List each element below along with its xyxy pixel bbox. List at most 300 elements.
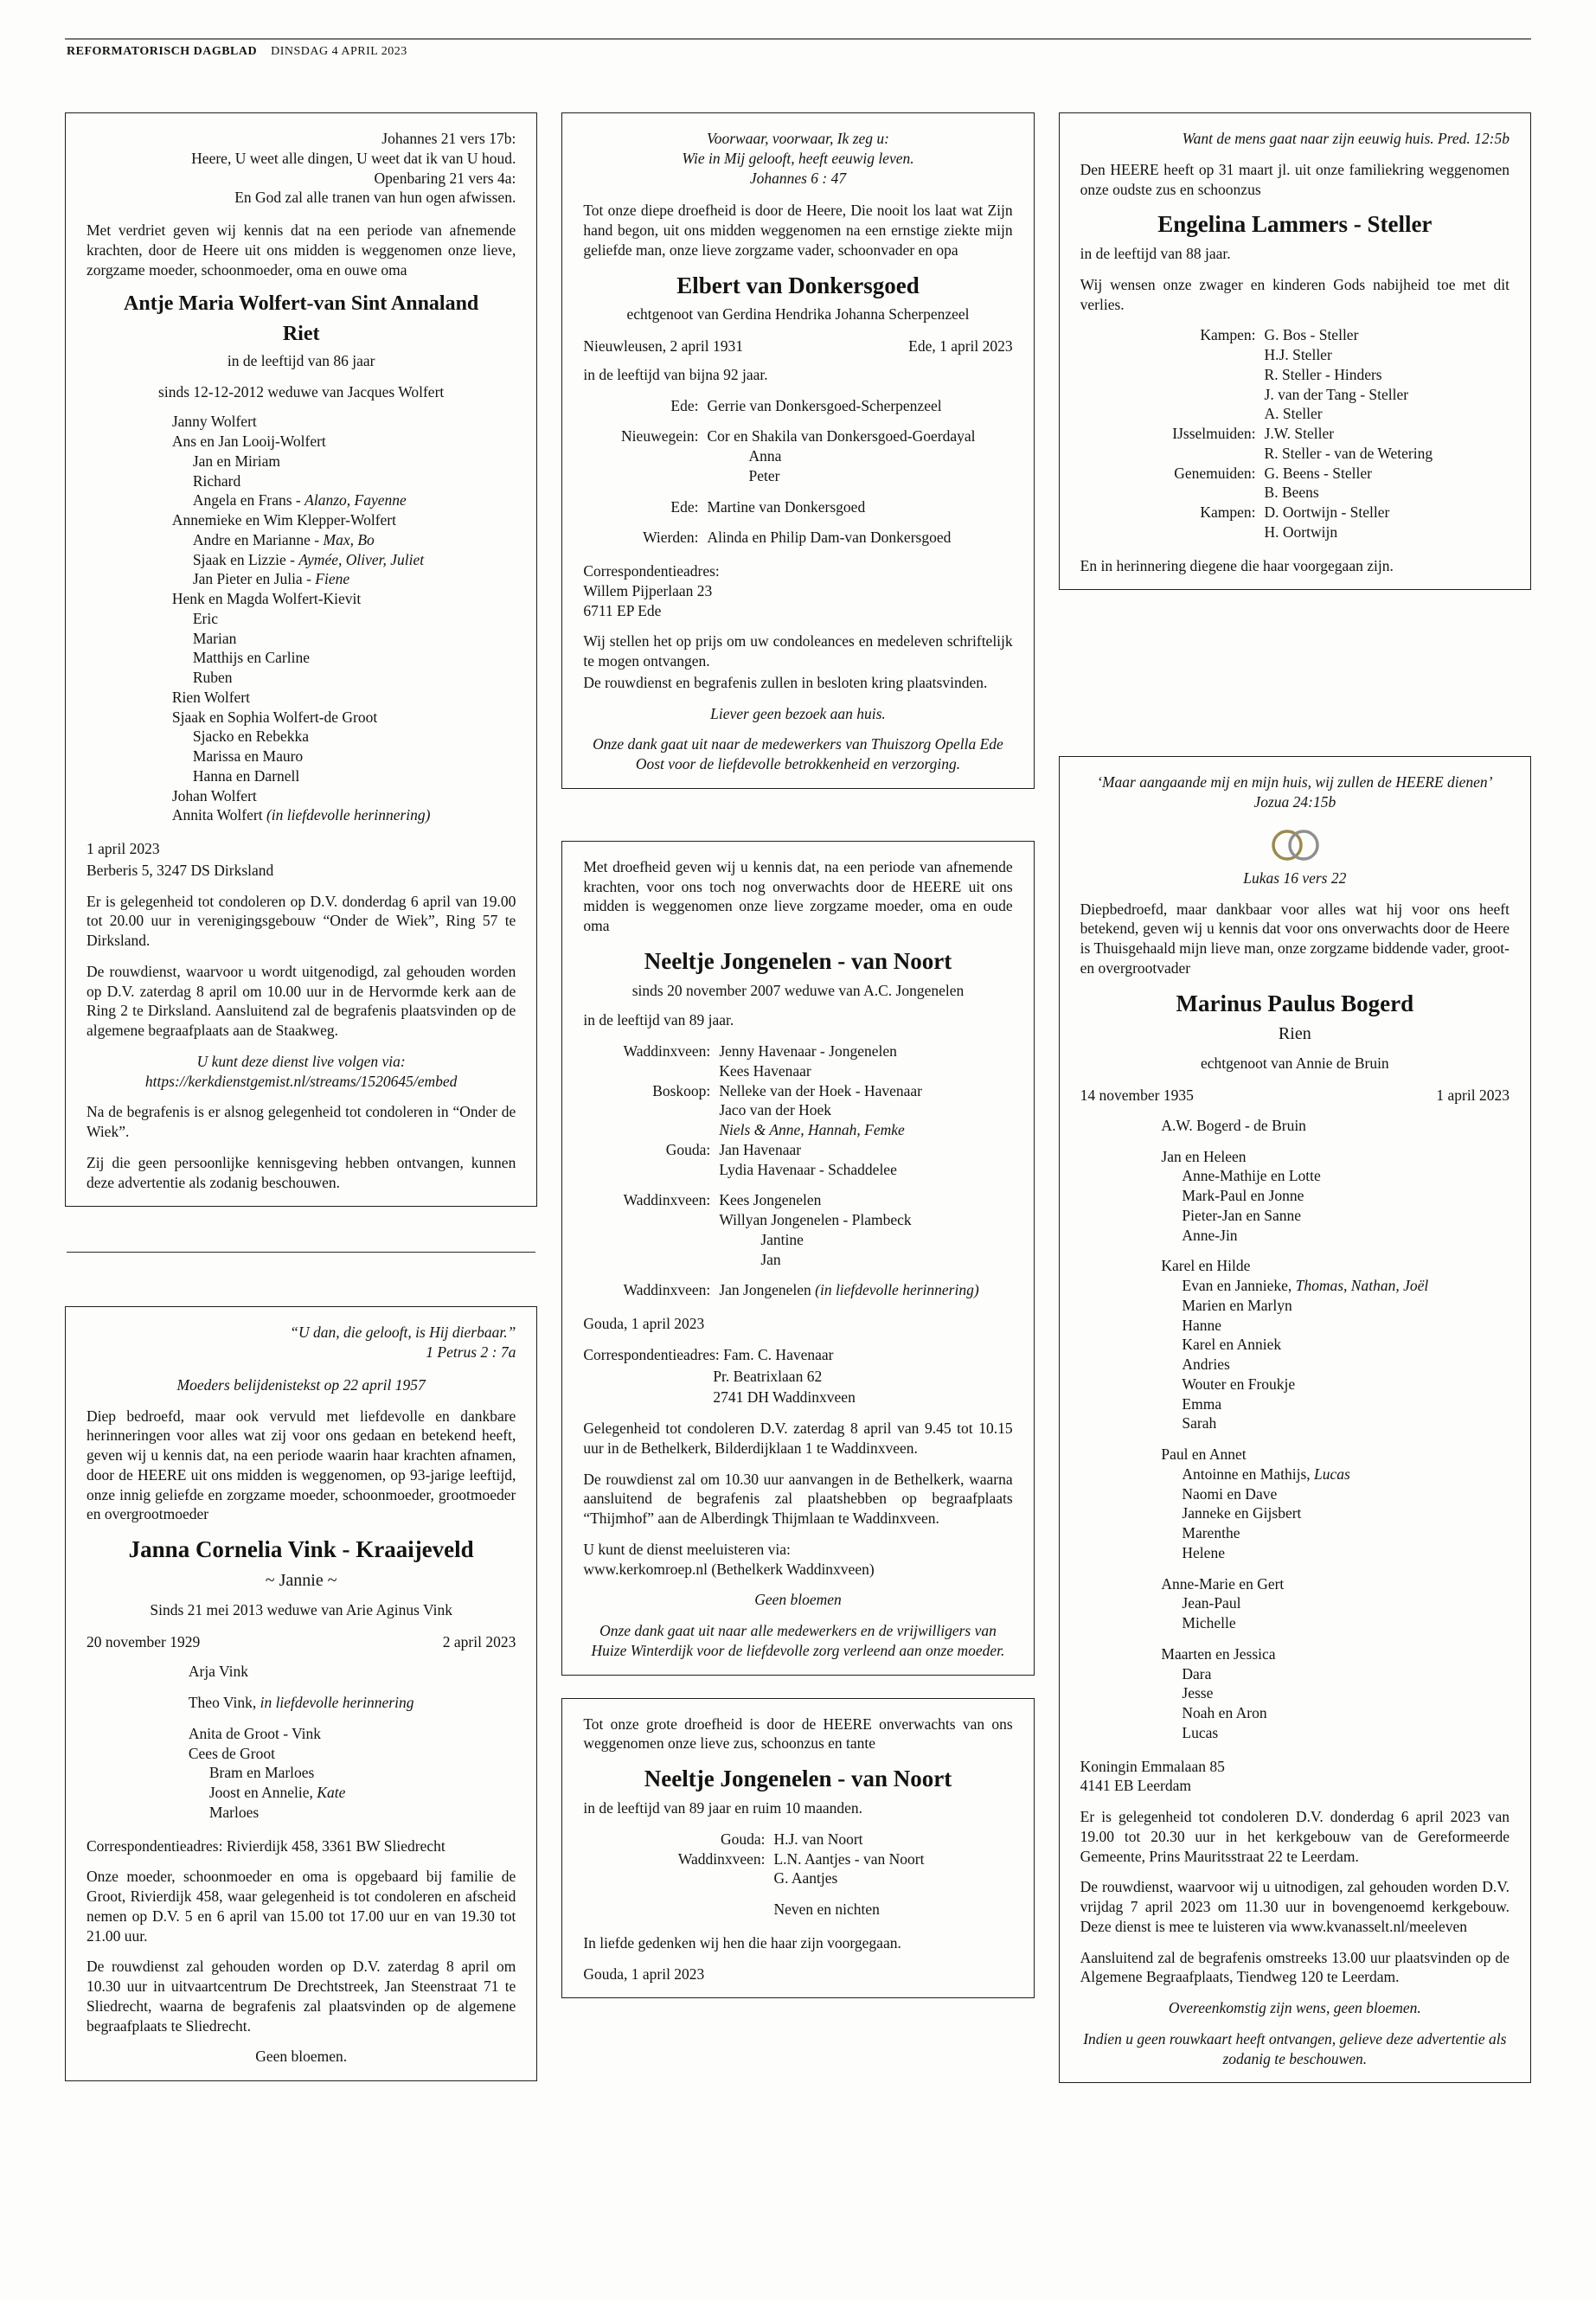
correspondence-address-line1: Correspondentieadres: Fam. C. Havenaar — [583, 1345, 834, 1363]
family-names: Wouter en Froukje — [1182, 1375, 1296, 1393]
announcement-text: Met droefheid geven wij u kennis dat, na een periode van afnemende krachten, voor ons toch nog onverwachts door de HEERE uit ons midden is weggenomen onze lieve zorgzame moeder, oma en oude oma — [583, 857, 1013, 935]
family-names-italic: Alanzo, Fayenne — [304, 491, 407, 510]
family-row — [617, 1061, 978, 1081]
family-names: A. Steller — [1264, 405, 1323, 423]
family-row — [1157, 444, 1433, 464]
column-2 — [561, 112, 1034, 1998]
family-names-italic: Fiene — [315, 570, 350, 588]
announcement-text: Den HEERE heeft op 31 maart jl. uit onze familiekring weggenomen onze oudste zus en schoonzus — [1080, 160, 1509, 198]
family-names: Pieter-Jan en Sanne — [1182, 1206, 1302, 1224]
family-names: Anne-Marie en Gert — [1161, 1574, 1285, 1593]
family-names: R. Steller - van de Wetering — [1264, 444, 1433, 462]
age-line: in de leeftijd van 86 jaar — [227, 351, 375, 369]
home-address: Berberis 5, 3247 DS Dirksland — [87, 861, 274, 879]
scripture-line: “U dan, die gelooft, is Hij dierbaar.” — [290, 1324, 516, 1342]
correspondence-address: Correspondentieadres: Rivierdijk 458, 3361 BW Sliedrecht — [87, 1836, 445, 1855]
scripture-line: Jozua 24:15b — [1253, 793, 1336, 811]
family-names: Theo Vink, — [188, 1694, 260, 1712]
family-names: Sjacko en Rebekka — [192, 727, 309, 746]
family-row — [1161, 1543, 1428, 1563]
family-row — [1161, 1296, 1428, 1316]
family-names: G. Bos - Steller — [1264, 326, 1359, 344]
family-names: Andries — [1182, 1356, 1230, 1374]
family-row — [172, 412, 431, 432]
family-names: Marissa en Mauro — [192, 747, 304, 766]
family-names: Helene — [1182, 1543, 1225, 1561]
family-row — [1161, 1226, 1428, 1246]
family-row — [1161, 1664, 1428, 1684]
family-names: G. Beens - Steller — [1264, 464, 1372, 482]
scripture-quote: Want de mens gaat naar zijn eeuwig huis. Pred. 12:5b — [1182, 130, 1509, 147]
family-names: Ans en Jan Looij-Wolfert — [171, 433, 326, 451]
family-place-label: Gouda: — [665, 1140, 711, 1158]
family-names: Jan en Miriam — [192, 452, 280, 470]
after-service-info: Na de begrafenis is er alsnog gelegenheid tot condoleren in “Onder de Wiek”. — [87, 1103, 516, 1141]
scripture-quote — [87, 129, 516, 208]
family-row — [172, 452, 431, 471]
condolence-wish: Wij wensen onze zwager en kinderen Gods nabijheid toe met dit verlies. — [1080, 275, 1509, 313]
family-names: Janny Wolfert — [171, 413, 257, 431]
family-names: Mark-Paul en Jonne — [1182, 1187, 1304, 1205]
age-line: in de leeftijd van bijna 92 jaar. — [583, 365, 768, 383]
family-names: Sjaak en Lizzie - — [192, 550, 299, 568]
service-info: De rouwdienst en begrafenis zullen in besloten kring plaatsvinden. — [583, 673, 988, 691]
family-names-italic: Niels & Anne, Hannah, Femke — [719, 1121, 905, 1139]
announcement-text: Tot onze diepe droefheid is door de Heere, Die nooit los laat wat Zijn hand begon, uit ons midden weggenomen na een ernstige ziekte mijn geliefde man, onze lieve zorgzame vader, schoonvader en opa — [583, 202, 1013, 259]
birth-date: 14 november 1935 — [1080, 1086, 1194, 1105]
family-names: B. Beens — [1264, 484, 1319, 502]
family-row — [172, 648, 431, 668]
condolence-info: Onze moeder, schoonmoeder en oma is opgebaard bij familie de Groot, Rivierdijk 458, waar gelegenheid is tot condoleren en afscheid nemen op D.V. 5 en 6 april van 15.00 tot 17.00 uur en van 19.30 tot 21.00 uur. — [87, 1868, 516, 1945]
condolence-info: Er is gelegenheid tot condoleren D.V. donderdag 6 april 2023 van 19.00 tot 20.30 uur in het kerkgebouw van de Gereformeerde Gemeente, Prins Mauritsstraat 22 te Leerdam. — [1080, 1808, 1509, 1865]
family-row — [1157, 522, 1433, 542]
family-row — [617, 1160, 978, 1180]
correspondence-address-line2: Pr. Beatrixlaan 62 — [713, 1367, 823, 1385]
wedding-rings-icon — [1080, 825, 1509, 865]
no-flowers-note: Geen bloemen. — [255, 2048, 348, 2066]
scripture-line: Johannes 6 : 47 — [749, 169, 847, 187]
widow-line: Sinds 21 mei 2013 weduwe van Arie Aginus Vink — [150, 1600, 452, 1618]
family-place-label: Ede: — [670, 497, 699, 516]
family-list — [620, 396, 975, 548]
death-date: 1 april 2023 — [1436, 1086, 1509, 1105]
family-row — [189, 1662, 414, 1682]
scripture-line: Johannes 21 vers 17b: — [381, 130, 516, 147]
family-row — [620, 466, 975, 486]
notice-text: Indien u geen rouwkaart heeft ontvangen, gelieve deze advertentie als zodanig te beschouwen. — [1083, 2029, 1507, 2067]
column-3 — [1059, 112, 1531, 2083]
family-row — [189, 1803, 414, 1823]
family-row — [1157, 345, 1433, 365]
family-row — [620, 528, 975, 548]
family-names: J.W. Steller — [1264, 425, 1335, 443]
family-list — [671, 1830, 924, 1920]
family-names: Jan Havenaar — [719, 1140, 802, 1158]
spouse-line: echtgenoot van Annie de Bruin — [1200, 1054, 1389, 1073]
family-row — [1161, 1166, 1428, 1186]
family-row — [172, 510, 431, 530]
family-names: Marenthe — [1182, 1524, 1240, 1542]
deceased-name: Janna Cornelia Vink - Kraaijeveld — [128, 1536, 474, 1563]
deceased-name: Marinus Paulus Bogerd — [1176, 990, 1414, 1016]
deceased-callname: Rien — [1278, 1024, 1311, 1044]
family-names: Neven en nichten — [773, 1900, 880, 1919]
widow-line: sinds 20 november 2007 weduwe van A.C. Jongenelen — [631, 981, 965, 999]
family-names: Michelle — [1182, 1614, 1236, 1632]
thanks-note: Onze dank gaat uit naar alle medewerkers en de vrijwilligers van Huize Winterdijk voor de liefdevolle zorg verleend aan onze moeder. — [591, 1622, 1005, 1659]
issue-date: DINSDAG 4 APRIL 2023 — [271, 45, 407, 58]
address-line: Willem Pijperlaan 23 — [583, 581, 713, 599]
family-place-label: Waddinxveen: — [623, 1191, 711, 1209]
family-row — [1161, 1256, 1428, 1276]
deceased-name: Elbert van Donkersgoed — [676, 272, 920, 298]
scripture-line: 1 Petrus 2 : 7a — [426, 1343, 516, 1362]
family-names: Rien Wolfert — [171, 688, 250, 706]
family-row — [1161, 1276, 1428, 1296]
announcement-text: Tot onze grote droefheid is door de HEERE onverwachts van ons weggenomen onze lieve zus, schoonzus en tante — [583, 1715, 1013, 1753]
family-names: Eric — [192, 609, 219, 627]
family-names: Jenny Havenaar - Jongenelen — [719, 1042, 897, 1061]
family-row — [1157, 483, 1433, 503]
family-row — [620, 396, 975, 416]
family-row — [172, 589, 431, 609]
birth-death-dates — [87, 1632, 516, 1652]
service-info: De rouwdienst zal om 10.30 uur aanvangen in de Bethelkerk, waarna aansluitend de begrafenis zal plaatshebben op begraafplaats “Thijmhof” aan de Alberdingk Thijmlaan te Waddinxveen. — [583, 1470, 1013, 1528]
family-row — [617, 1280, 978, 1300]
family-row — [1161, 1445, 1428, 1465]
family-names: Jan Pieter en Julia - — [192, 570, 316, 588]
family-names-italic: Aymée, Oliver, Juliet — [298, 550, 425, 568]
advert-divider — [67, 1252, 535, 1253]
family-names: Joost en Annelie, — [208, 1784, 317, 1802]
spouse-line: echtgenoot van Gerdina Hendrika Johanna Scherpenzeel — [626, 305, 970, 324]
condolence-info: Gelegenheid tot condoleren D.V. zaterdag 8 april van 9.45 tot 10.15 uur in de Bethelkerk, Bilderdijklaan 1 te Waddinxveen. — [583, 1420, 1013, 1457]
family-row — [1161, 1703, 1428, 1723]
family-names: Cor en Shakila van Donkersgoed-Goerdayal — [707, 427, 976, 445]
family-row — [172, 688, 431, 708]
family-names: Naomi en Dave — [1182, 1484, 1278, 1503]
family-row — [1161, 1465, 1428, 1484]
family-names: Richard — [192, 471, 241, 490]
family-row — [172, 490, 431, 510]
family-list — [1161, 1116, 1428, 1743]
family-names: Jantine — [760, 1230, 804, 1248]
death-place-date: Gouda, 1 april 2023 — [583, 1965, 705, 1983]
family-row — [1161, 1484, 1428, 1504]
family-row — [172, 668, 431, 688]
death-place-date: Ede, 1 april 2023 — [908, 337, 1013, 356]
correspondence-address — [583, 561, 1012, 620]
confession-motto: Moeders belijdenistekst op 22 april 1957 — [176, 1375, 426, 1394]
family-names: Janneke en Gijsbert — [1182, 1504, 1302, 1522]
family-place-label: Boskoop: — [652, 1081, 711, 1099]
family-names: Paul en Annet — [1161, 1445, 1247, 1464]
family-names: Lucas — [1182, 1723, 1219, 1741]
family-row — [617, 1210, 978, 1230]
family-row — [172, 432, 431, 452]
family-names: Kees Havenaar — [719, 1061, 811, 1080]
memorial-line: In liefde gedenken wij hen die haar zijn voorgegaan. — [583, 1933, 901, 1952]
family-names: Dara — [1182, 1664, 1212, 1682]
family-names: Evan en Jannieke, — [1182, 1277, 1296, 1295]
family-names: R. Steller - Hinders — [1264, 365, 1382, 383]
no-flowers-note: Overeenkomstig zijn wens, geen bloemen. — [1168, 1999, 1421, 2017]
family-list — [1157, 325, 1433, 542]
family-names: Bram en Marloes — [208, 1764, 315, 1782]
family-row — [1157, 385, 1433, 405]
family-names: Cees de Groot — [188, 1744, 275, 1762]
notice-text: Zij die geen persoonlijke kennisgeving hebben ontvangen, kunnen deze advertentie als zodanig beschouwen. — [87, 1153, 516, 1191]
family-row — [671, 1868, 924, 1888]
verse-reference: Lukas 16 vers 22 — [1243, 868, 1347, 887]
family-place-label: Waddinxveen: — [677, 1849, 766, 1868]
family-names: Gerrie van Donkersgoed-Scherpenzeel — [707, 396, 942, 414]
family-row — [1161, 1147, 1428, 1167]
burial-info: Aansluitend zal de begrafenis omstreeks 13.00 uur plaatsvinden op de Algemene Begraafplaats, Tiendweg 120 te Leerdam. — [1080, 1948, 1509, 1986]
family-row — [1161, 1413, 1428, 1433]
family-row — [1161, 1644, 1428, 1664]
scripture-line: Voorwaar, voorwaar, Ik zeg u: — [707, 130, 889, 147]
family-names: Karel en Anniek — [1182, 1336, 1282, 1354]
family-row — [671, 1849, 924, 1869]
family-names: H.J. van Noort — [773, 1830, 863, 1848]
announcement-text: Met verdriet geven wij kennis dat na een periode van afnemende krachten, door de Heere uit ons midden is weggenomen onze lieve, zorgzame moeder, schoonmoeder, oma en ouwe oma — [87, 221, 516, 279]
family-row — [1161, 1523, 1428, 1543]
death-place-date: Gouda, 1 april 2023 — [583, 1315, 705, 1333]
family-names-italic: Kate — [317, 1784, 346, 1802]
family-place-label: Ede: — [670, 396, 699, 414]
obituary-grid — [65, 112, 1531, 2083]
livestream-line: U kunt deze dienst live volgen via: — [196, 1052, 406, 1070]
family-names: L.N. Aantjes - van Noort — [773, 1849, 925, 1868]
family-row — [172, 805, 431, 825]
service-info: De rouwdienst zal gehouden worden op D.V. zaterdag 8 april om 10.30 uur in uitvaartcentrum De Drechtstreek, Jan Steenstraat 71 te Sliedrecht, waarna de begrafenis zal plaatsvinden op de algemene begraafplaats te Sliedrecht. — [87, 1958, 516, 2035]
family-names: Ruben — [192, 669, 233, 687]
family-names: Nelleke van der Hoek - Havenaar — [719, 1081, 922, 1099]
family-names-italic: Lucas — [1314, 1465, 1350, 1483]
death-date: 2 april 2023 — [442, 1632, 516, 1650]
family-names-italic: (in liefdevolle herinnering) — [266, 806, 431, 824]
family-names: Marien en Marlyn — [1182, 1296, 1292, 1314]
family-names: Alinda en Philip Dam-van Donkersgoed — [707, 529, 952, 547]
family-place-label: Kampen: — [1200, 326, 1256, 344]
family-row — [1157, 404, 1433, 424]
family-row — [189, 1744, 414, 1764]
family-row — [172, 708, 431, 727]
family-row — [172, 609, 431, 629]
family-row — [189, 1783, 414, 1803]
no-flowers-note: Geen bloemen — [754, 1591, 842, 1609]
family-names: Martine van Donkersgoed — [707, 497, 866, 516]
family-names: Sarah — [1182, 1414, 1217, 1433]
deceased-callname: Riet — [282, 322, 320, 345]
address-line: Correspondentieadres: — [583, 562, 720, 580]
family-names: Willyan Jongenelen - Plambeck — [719, 1211, 912, 1229]
listen-line: U kunt de dienst meeluisteren via: — [583, 1540, 791, 1558]
family-row — [1161, 1355, 1428, 1375]
family-row — [671, 1830, 924, 1849]
deceased-name: Neeltje Jongenelen - van Noort — [644, 947, 952, 974]
family-row — [1157, 503, 1433, 522]
family-names: Marloes — [208, 1803, 260, 1821]
family-place-label: Kampen: — [1200, 503, 1256, 522]
family-row — [671, 1900, 924, 1920]
family-row — [172, 747, 431, 766]
family-names: Matthijs en Carline — [192, 649, 310, 667]
family-row — [172, 629, 431, 649]
family-row — [620, 446, 975, 466]
family-row — [1161, 1116, 1428, 1136]
listen-line: www.kerkomroep.nl (Bethelkerk Waddinxveen) — [583, 1560, 875, 1578]
family-row — [1161, 1206, 1428, 1226]
no-visit-note: Liever geen bezoek aan huis. — [710, 704, 886, 722]
deceased-callname: ~ Jannie ~ — [265, 1570, 337, 1590]
family-names: Jan — [760, 1250, 781, 1268]
family-row — [172, 471, 431, 491]
family-names: D. Oortwijn - Steller — [1264, 503, 1390, 522]
condolence-info: Wij stellen het op prijs om uw condoleances en medeleven schriftelijk te mogen ontvangen. — [583, 632, 1013, 670]
obituary-wolfert — [65, 112, 537, 1207]
family-list — [172, 412, 431, 825]
birth-death-dates — [1080, 1086, 1509, 1106]
newspaper-title: REFORMATORISCH DAGBLAD — [67, 45, 258, 58]
family-names: Jan en Heleen — [1161, 1147, 1247, 1165]
memorial-line: En in herinnering diegene die haar voorgegaan zijn. — [1080, 556, 1394, 574]
home-address — [1080, 1757, 1509, 1797]
obituary-donkersgoed — [561, 112, 1034, 789]
family-row — [617, 1042, 978, 1061]
family-names: Noah en Aron — [1182, 1704, 1267, 1722]
address-line: Koningin Emmalaan 85 — [1080, 1757, 1225, 1775]
family-names: Anne-Jin — [1182, 1226, 1238, 1244]
scripture-line: Heere, U weet alle dingen, U weet dat ik van U houd. — [191, 149, 516, 167]
family-names: Annita Wolfert — [171, 806, 266, 824]
family-names-italic: Max, Bo — [323, 530, 375, 548]
family-names: Anne-Mathije en Lotte — [1182, 1167, 1321, 1185]
family-row — [617, 1100, 978, 1120]
deceased-name: Engelina Lammers - Steller — [1157, 211, 1433, 238]
family-row — [172, 530, 431, 550]
family-row — [617, 1081, 978, 1101]
age-line: in de leeftijd van 89 jaar en ruim 10 maanden. — [583, 1799, 862, 1817]
family-row — [1161, 1613, 1428, 1633]
column-1 — [65, 112, 537, 2081]
family-names: G. Aantjes — [773, 1869, 838, 1888]
address-line: 4141 EB Leerdam — [1080, 1777, 1191, 1795]
family-row — [1161, 1683, 1428, 1703]
family-row — [1157, 325, 1433, 345]
family-names: J. van der Tang - Steller — [1264, 385, 1409, 403]
family-names: Kees Jongenelen — [719, 1191, 822, 1209]
obituary-lammers — [1059, 112, 1531, 590]
thanks-note: Onze dank gaat uit naar de medewerkers van Thuiszorg Opella Ede Oost voor de liefdevolle betrokkenheid en verzorging. — [593, 735, 1003, 773]
announcement-text: Diep bedroefd, maar ook vervuld met liefdevolle en dankbare herinneringen voor alles wat zij voor ons gedaan en betekend heeft, geven wij u kennis dat, na een periode waarin haar krachten afnamen, door de HEERE uit ons midden is weggenomen, op 93-jarige leeftijd, onze innig geliefde en zorgzame moeder, schoonmoeder, grootmoeder en overgrootmoeder — [87, 1407, 516, 1523]
age-line: in de leeftijd van 89 jaar. — [583, 1011, 734, 1029]
family-names: Maarten en Jessica — [1161, 1644, 1276, 1663]
family-row — [617, 1230, 978, 1250]
family-row — [172, 766, 431, 786]
service-info: De rouwdienst, waarvoor u wordt uitgenodigd, zal gehouden worden op D.V. zaterdag 8 april om 10.00 uur in de Hervormde kerk aan de Ring 2 te Dirksland. Aansluitend zal de begrafenis plaatsvinden op de algemene begraafplaats aan de Staakweg. — [87, 962, 516, 1040]
family-names: H. Oortwijn — [1264, 522, 1338, 541]
family-row — [172, 727, 431, 747]
family-names: Karel en Hilde — [1161, 1257, 1251, 1275]
scripture-quote — [87, 1323, 516, 1362]
family-row — [617, 1140, 978, 1160]
address-line: 6711 EP Ede — [583, 601, 662, 619]
family-names: Sjaak en Sophia Wolfert-de Groot — [171, 708, 378, 726]
death-date: 1 april 2023 — [87, 840, 160, 858]
family-names: Hanne — [1182, 1316, 1222, 1334]
family-place-label: Gouda: — [720, 1830, 766, 1848]
family-row — [189, 1763, 414, 1783]
family-row — [1161, 1574, 1428, 1594]
family-row — [617, 1190, 978, 1210]
family-row — [1161, 1375, 1428, 1394]
livestream-line: https://kerkdienstgemist.nl/streams/1520645/embed — [144, 1072, 458, 1090]
family-row — [172, 550, 431, 570]
family-row — [1161, 1503, 1428, 1523]
family-list — [189, 1662, 414, 1822]
family-names: H.J. Steller — [1264, 346, 1332, 364]
family-names: A.W. Bogerd - de Bruin — [1161, 1116, 1306, 1134]
family-place-label: Waddinxveen: — [623, 1042, 711, 1061]
family-names: Jaco van der Hoek — [719, 1101, 832, 1119]
family-names-italic: (in liefdevolle herinnering) — [815, 1281, 979, 1299]
family-row — [617, 1250, 978, 1270]
family-row — [617, 1120, 978, 1140]
family-names: Henk en Magda Wolfert-Kievit — [171, 590, 362, 608]
family-names: Jean-Paul — [1182, 1594, 1241, 1612]
family-names: Antoinne en Mathijs, — [1182, 1465, 1315, 1483]
family-names: Marian — [192, 629, 237, 647]
masthead — [65, 40, 1531, 59]
service-info: De rouwdienst, waarvoor wij u uitnodigen, zal gehouden worden D.V. vrijdag 7 april 2023 om 11.30 uur in bovengenoemd kerkgebouw. Deze dienst is mee te luisteren via www.kvanasselt.nl/meeleven — [1080, 1878, 1509, 1935]
family-row — [1161, 1186, 1428, 1206]
family-row — [1157, 464, 1433, 484]
obituary-jongenelen-siblings — [561, 1698, 1034, 1999]
family-names: Peter — [748, 466, 780, 484]
family-names: Jesse — [1182, 1684, 1214, 1702]
family-row — [1161, 1593, 1428, 1613]
family-row — [1161, 1316, 1428, 1336]
family-names-italic: Thomas, Nathan, Joël — [1295, 1277, 1429, 1295]
family-list — [617, 1042, 978, 1300]
age-line: in de leeftijd van 88 jaar. — [1080, 245, 1231, 263]
family-names: Anita de Groot - Vink — [188, 1724, 322, 1742]
scripture-line: En God zal alle tranen van hun ogen afwissen. — [234, 189, 516, 207]
obituary-bogerd — [1059, 756, 1531, 2083]
scripture-quote — [1080, 772, 1509, 812]
family-row — [1157, 424, 1433, 444]
scripture-quote — [583, 129, 1012, 188]
family-row — [172, 569, 431, 589]
birth-place-date: Nieuwleusen, 2 april 1931 — [583, 337, 744, 356]
family-names: Angela en Frans - — [192, 491, 305, 510]
family-names: Hanna en Darnell — [192, 766, 300, 785]
family-names: Arja Vink — [188, 1663, 248, 1681]
family-row — [1161, 1335, 1428, 1355]
family-row — [620, 497, 975, 517]
correspondence-address-line3: 2741 DH Waddinxveen — [713, 1388, 856, 1407]
family-row — [1157, 365, 1433, 385]
deceased-name: Antje Maria Wolfert-van Sint Annaland — [124, 292, 479, 316]
widow-line: sinds 12-12-2012 weduwe van Jacques Wolfert — [158, 382, 445, 401]
birth-death-dates — [583, 336, 1012, 356]
family-place-label: IJsselmuiden: — [1172, 425, 1256, 443]
family-names: Annemieke en Wim Klepper-Wolfert — [171, 511, 396, 529]
scripture-line: Openbaring 21 vers 4a: — [374, 169, 516, 187]
scripture-line: Wie in Mij gelooft, heeft eeuwig leven. — [682, 149, 914, 167]
